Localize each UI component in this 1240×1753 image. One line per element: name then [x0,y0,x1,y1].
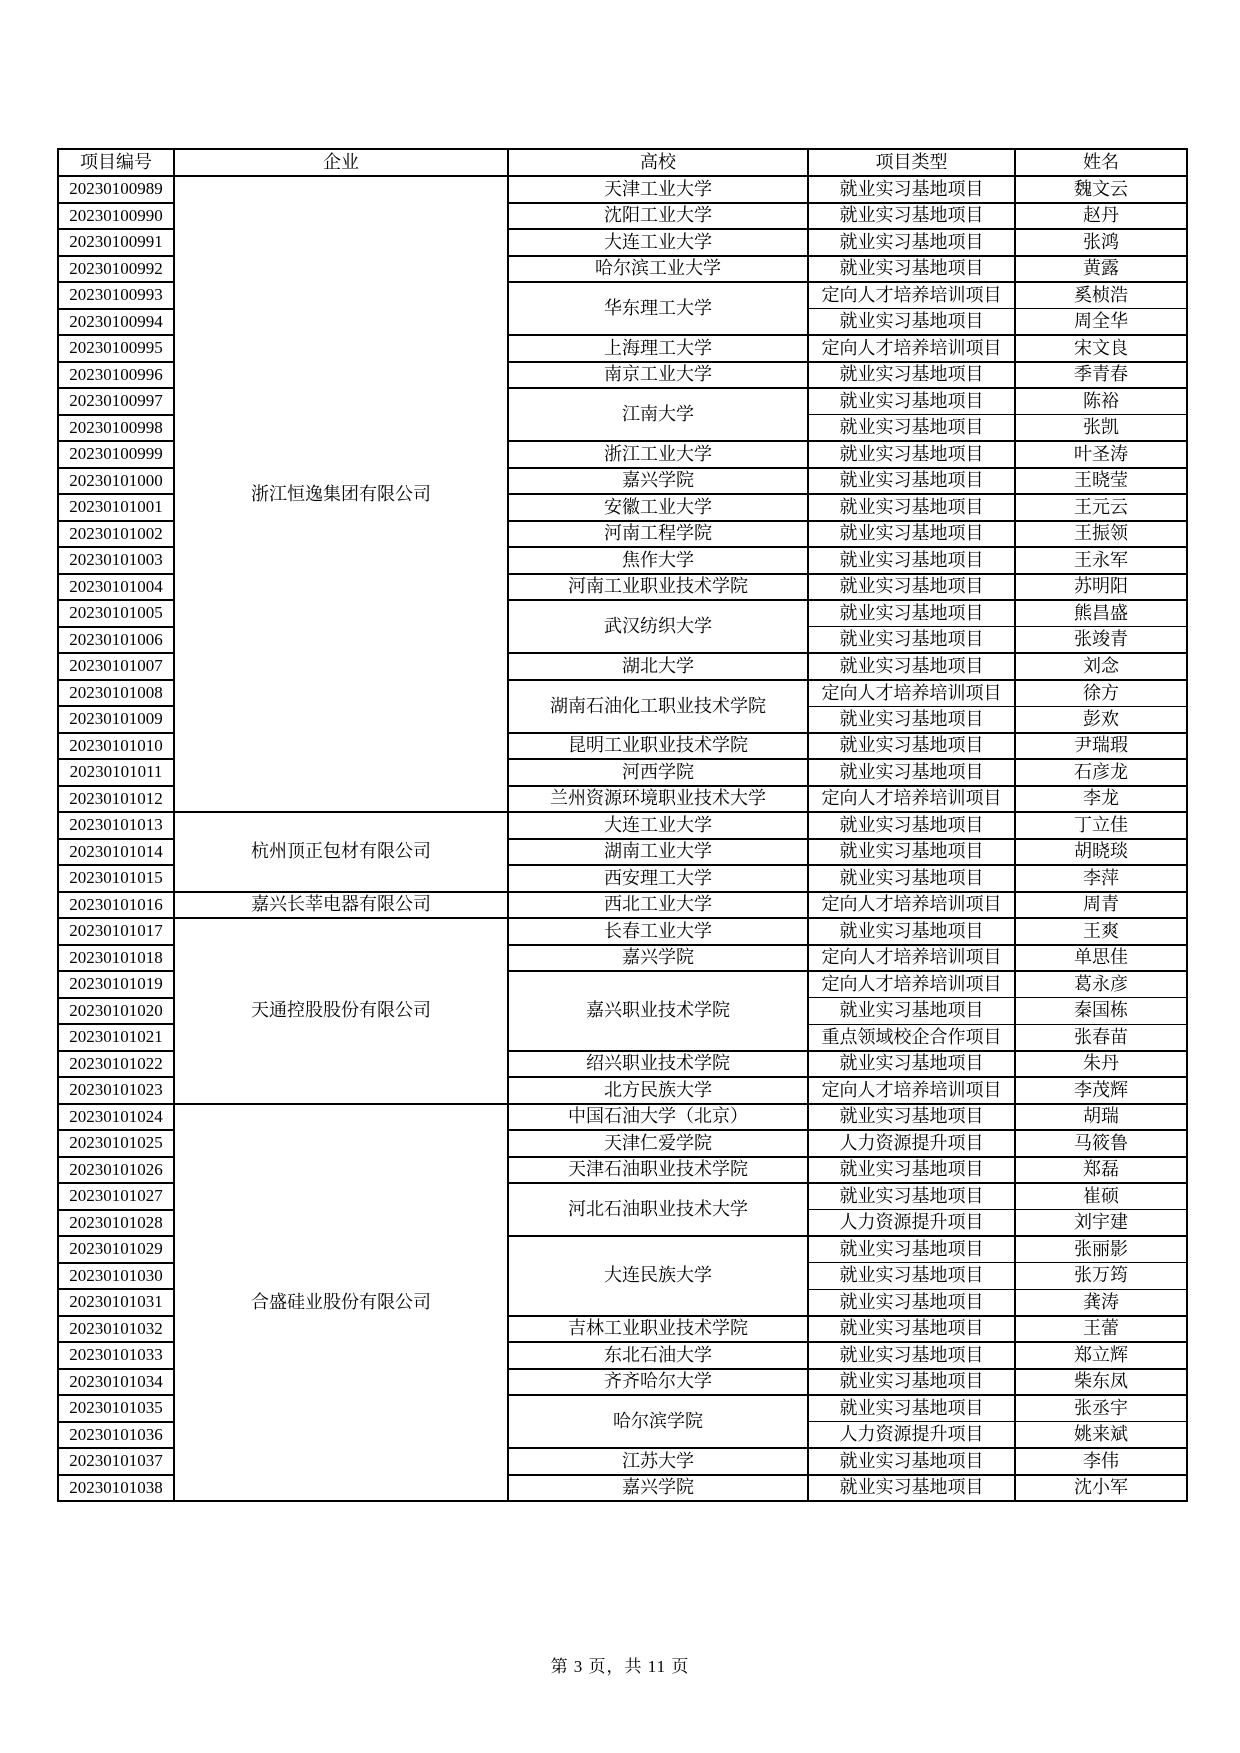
project-type-cell: 就业实习基地项目 [808,415,1015,442]
project-type-cell: 就业实习基地项目 [808,706,1015,733]
project-id-cell: 20230100998 [58,415,174,442]
person-name-cell: 崔硕 [1015,1183,1187,1210]
project-id-cell: 20230101031 [58,1289,174,1316]
header-row [58,149,1187,176]
school-cell: 江苏大学 [508,1448,808,1475]
project-id-cell: 20230100999 [58,441,174,468]
project-id-cell: 20230101002 [58,521,174,548]
person-name-cell: 朱丹 [1015,1051,1187,1078]
project-id-cell: 20230101029 [58,1236,174,1263]
person-name-cell: 周全华 [1015,309,1187,336]
project-id-cell: 20230101000 [58,468,174,495]
project-type-cell: 就业实习基地项目 [808,1342,1015,1369]
project-id-cell: 20230101032 [58,1316,174,1343]
project-id-cell: 20230100993 [58,282,174,309]
person-name-cell: 李萍 [1015,865,1187,892]
project-type-cell: 定向人才培养培训项目 [808,945,1015,972]
project-type-cell: 就业实习基地项目 [808,256,1015,283]
school-cell: 天津仁爱学院 [508,1130,808,1157]
project-type-cell: 就业实习基地项目 [808,1263,1015,1290]
school-cell: 武汉纺织大学 [508,600,808,653]
school-cell: 湖北大学 [508,653,808,680]
table-row [58,918,1187,945]
project-id-cell: 20230101011 [58,759,174,786]
project-id-cell: 20230101006 [58,627,174,654]
project-type-cell: 定向人才培养培训项目 [808,971,1015,998]
project-type-cell: 就业实习基地项目 [808,521,1015,548]
school-cell: 西安理工大学 [508,865,808,892]
project-id-cell: 20230101023 [58,1077,174,1104]
person-name-cell: 王振领 [1015,521,1187,548]
project-id-cell: 20230101007 [58,653,174,680]
table-row [58,812,1187,839]
project-id-cell: 20230100996 [58,362,174,389]
school-cell: 浙江工业大学 [508,441,808,468]
project-id-cell: 20230101027 [58,1183,174,1210]
project-type-cell: 就业实习基地项目 [808,547,1015,574]
project-id-cell: 20230101026 [58,1157,174,1184]
school-cell: 兰州资源环境职业技术大学 [508,786,808,813]
school-cell: 齐齐哈尔大学 [508,1369,808,1396]
project-id-cell: 20230101004 [58,574,174,601]
table-body [58,176,1187,1501]
project-type-cell: 定向人才培养培训项目 [808,1077,1015,1104]
school-cell: 南京工业大学 [508,362,808,389]
project-type-cell: 就业实习基地项目 [808,759,1015,786]
project-id-cell: 20230101001 [58,494,174,521]
person-name-cell: 徐方 [1015,680,1187,707]
school-cell: 绍兴职业技术学院 [508,1051,808,1078]
project-type-cell: 就业实习基地项目 [808,574,1015,601]
school-cell: 天津工业大学 [508,176,808,203]
school-cell: 湖南石油化工职业技术学院 [508,680,808,733]
project-id-cell: 20230101035 [58,1395,174,1422]
project-type-cell: 就业实习基地项目 [808,388,1015,415]
person-name-cell: 郑磊 [1015,1157,1187,1184]
project-type-cell: 定向人才培养培训项目 [808,892,1015,919]
person-name-cell: 葛永彦 [1015,971,1187,998]
project-type-cell: 重点领域校企合作项目 [808,1024,1015,1051]
project-type-cell: 就业实习基地项目 [808,1051,1015,1078]
project-id-cell: 20230101009 [58,706,174,733]
person-name-cell: 张凯 [1015,415,1187,442]
person-name-cell: 李茂辉 [1015,1077,1187,1104]
project-id-cell: 20230101016 [58,892,174,919]
project-type-cell: 就业实习基地项目 [808,1448,1015,1475]
person-name-cell: 赵丹 [1015,203,1187,230]
project-type-cell: 定向人才培养培训项目 [808,282,1015,309]
enterprise-cell: 合盛硅业股份有限公司 [174,1104,508,1502]
school-cell: 湖南工业大学 [508,839,808,866]
school-cell: 焦作大学 [508,547,808,574]
project-id-cell: 20230101033 [58,1342,174,1369]
person-name-cell: 王元云 [1015,494,1187,521]
person-name-cell: 张丞宇 [1015,1395,1187,1422]
person-name-cell: 宋文良 [1015,335,1187,362]
person-name-cell: 张鸿 [1015,229,1187,256]
person-name-cell: 熊昌盛 [1015,600,1187,627]
project-id-cell: 20230101008 [58,680,174,707]
school-cell: 嘉兴职业技术学院 [508,971,808,1051]
project-type-cell: 定向人才培养培训项目 [808,786,1015,813]
person-name-cell: 龚涛 [1015,1289,1187,1316]
project-id-cell: 20230101028 [58,1210,174,1237]
project-type-cell: 就业实习基地项目 [808,653,1015,680]
school-cell: 吉林工业职业技术学院 [508,1316,808,1343]
person-name-cell: 王蕾 [1015,1316,1187,1343]
person-name-cell: 彭欢 [1015,706,1187,733]
person-name-cell: 黄露 [1015,256,1187,283]
project-id-cell: 20230101015 [58,865,174,892]
project-id-cell: 20230101012 [58,786,174,813]
person-name-cell: 王晓莹 [1015,468,1187,495]
school-cell: 中国石油大学（北京） [508,1104,808,1131]
person-name-cell: 王爽 [1015,918,1187,945]
project-table [57,148,1188,1502]
table-row [58,892,1187,919]
project-id-cell: 20230100994 [58,309,174,336]
school-cell: 哈尔滨工业大学 [508,256,808,283]
project-type-cell: 就业实习基地项目 [808,362,1015,389]
project-id-cell: 20230101019 [58,971,174,998]
project-id-cell: 20230101021 [58,1024,174,1051]
person-name-cell: 张春苗 [1015,1024,1187,1051]
school-cell: 河北石油职业技术大学 [508,1183,808,1236]
project-id-cell: 20230100989 [58,176,174,203]
school-cell: 安徽工业大学 [508,494,808,521]
project-type-cell: 就业实习基地项目 [808,203,1015,230]
person-name-cell: 马筱鲁 [1015,1130,1187,1157]
school-cell: 嘉兴学院 [508,1475,808,1502]
project-id-cell: 20230101034 [58,1369,174,1396]
table-row [58,176,1187,203]
header-project-id: 项目编号 [58,149,174,176]
project-id-cell: 20230101030 [58,1263,174,1290]
project-type-cell: 就业实习基地项目 [808,1289,1015,1316]
person-name-cell: 张丽影 [1015,1236,1187,1263]
project-type-cell: 就业实习基地项目 [808,468,1015,495]
person-name-cell: 周青 [1015,892,1187,919]
person-name-cell: 陈裕 [1015,388,1187,415]
person-name-cell: 石彦龙 [1015,759,1187,786]
school-cell: 长春工业大学 [508,918,808,945]
project-id-cell: 20230101024 [58,1104,174,1131]
project-type-cell: 就业实习基地项目 [808,1369,1015,1396]
person-name-cell: 张竣青 [1015,627,1187,654]
project-id-cell: 20230100990 [58,203,174,230]
project-id-cell: 20230100997 [58,388,174,415]
project-id-cell: 20230101014 [58,839,174,866]
project-id-cell: 20230100995 [58,335,174,362]
project-id-cell: 20230101017 [58,918,174,945]
project-type-cell: 定向人才培养培训项目 [808,335,1015,362]
person-name-cell: 单思佳 [1015,945,1187,972]
project-id-cell: 20230101036 [58,1422,174,1449]
enterprise-cell: 杭州顶正包材有限公司 [174,812,508,892]
person-name-cell: 郑立辉 [1015,1342,1187,1369]
table-row [58,1104,1187,1131]
school-cell: 河南工业职业技术学院 [508,574,808,601]
person-name-cell: 刘宇建 [1015,1210,1187,1237]
school-cell: 东北石油大学 [508,1342,808,1369]
project-id-cell: 20230101038 [58,1475,174,1502]
school-cell: 大连民族大学 [508,1236,808,1316]
school-cell: 西北工业大学 [508,892,808,919]
school-cell: 河南工程学院 [508,521,808,548]
project-type-cell: 人力资源提升项目 [808,1422,1015,1449]
enterprise-cell: 天通控股股份有限公司 [174,918,508,1104]
project-type-cell: 就业实习基地项目 [808,627,1015,654]
project-type-cell: 就业实习基地项目 [808,494,1015,521]
project-type-cell: 人力资源提升项目 [808,1130,1015,1157]
school-cell: 江南大学 [508,388,808,441]
school-cell: 华东理工大学 [508,282,808,335]
person-name-cell: 魏文云 [1015,176,1187,203]
school-cell: 河西学院 [508,759,808,786]
header-project-type: 项目类型 [808,149,1015,176]
project-id-cell: 20230101018 [58,945,174,972]
school-cell: 天津石油职业技术学院 [508,1157,808,1184]
project-type-cell: 就业实习基地项目 [808,1475,1015,1502]
project-id-cell: 20230101022 [58,1051,174,1078]
header-school: 高校 [508,149,808,176]
school-cell: 北方民族大学 [508,1077,808,1104]
project-type-cell: 就业实习基地项目 [808,1157,1015,1184]
school-cell: 大连工业大学 [508,812,808,839]
person-name-cell: 季青春 [1015,362,1187,389]
person-name-cell: 胡晓琰 [1015,839,1187,866]
project-type-cell: 人力资源提升项目 [808,1210,1015,1237]
project-type-cell: 定向人才培养培训项目 [808,680,1015,707]
project-type-cell: 就业实习基地项目 [808,733,1015,760]
school-cell: 哈尔滨学院 [508,1395,808,1448]
person-name-cell: 李龙 [1015,786,1187,813]
person-name-cell: 奚桢浩 [1015,282,1187,309]
project-id-cell: 20230101010 [58,733,174,760]
project-id-cell: 20230101020 [58,998,174,1025]
project-id-cell: 20230100992 [58,256,174,283]
person-name-cell: 胡瑞 [1015,1104,1187,1131]
project-type-cell: 就业实习基地项目 [808,918,1015,945]
project-type-cell: 就业实习基地项目 [808,229,1015,256]
school-cell: 昆明工业职业技术学院 [508,733,808,760]
person-name-cell: 沈小军 [1015,1475,1187,1502]
project-type-cell: 就业实习基地项目 [808,812,1015,839]
project-type-cell: 就业实习基地项目 [808,998,1015,1025]
project-id-cell: 20230101005 [58,600,174,627]
person-name-cell: 叶圣涛 [1015,441,1187,468]
project-id-cell: 20230100991 [58,229,174,256]
school-cell: 大连工业大学 [508,229,808,256]
person-name-cell: 张万筠 [1015,1263,1187,1290]
person-name-cell: 姚来斌 [1015,1422,1187,1449]
school-cell: 沈阳工业大学 [508,203,808,230]
project-id-cell: 20230101013 [58,812,174,839]
project-type-cell: 就业实习基地项目 [808,600,1015,627]
project-type-cell: 就业实习基地项目 [808,1183,1015,1210]
person-name-cell: 王永军 [1015,547,1187,574]
project-type-cell: 就业实习基地项目 [808,441,1015,468]
project-type-cell: 就业实习基地项目 [808,1316,1015,1343]
project-type-cell: 就业实习基地项目 [808,1395,1015,1422]
enterprise-cell: 浙江恒逸集团有限公司 [174,176,508,812]
header-person-name: 姓名 [1015,149,1187,176]
person-name-cell: 柴东凤 [1015,1369,1187,1396]
person-name-cell: 刘念 [1015,653,1187,680]
project-type-cell: 就业实习基地项目 [808,176,1015,203]
project-type-cell: 就业实习基地项目 [808,839,1015,866]
project-id-cell: 20230101025 [58,1130,174,1157]
school-cell: 嘉兴学院 [508,945,808,972]
project-type-cell: 就业实习基地项目 [808,309,1015,336]
school-cell: 上海理工大学 [508,335,808,362]
header-enterprise: 企业 [174,149,508,176]
project-id-cell: 20230101037 [58,1448,174,1475]
project-type-cell: 就业实习基地项目 [808,865,1015,892]
enterprise-cell: 嘉兴长莘电器有限公司 [174,892,508,919]
person-name-cell: 丁立佳 [1015,812,1187,839]
project-type-cell: 就业实习基地项目 [808,1104,1015,1131]
school-cell: 嘉兴学院 [508,468,808,495]
person-name-cell: 秦国栋 [1015,998,1187,1025]
page-number: 第 3 页，共 11 页 [550,1657,690,1676]
project-type-cell: 就业实习基地项目 [808,1236,1015,1263]
person-name-cell: 苏明阳 [1015,574,1187,601]
person-name-cell: 尹瑞瑕 [1015,733,1187,760]
project-id-cell: 20230101003 [58,547,174,574]
person-name-cell: 李伟 [1015,1448,1187,1475]
